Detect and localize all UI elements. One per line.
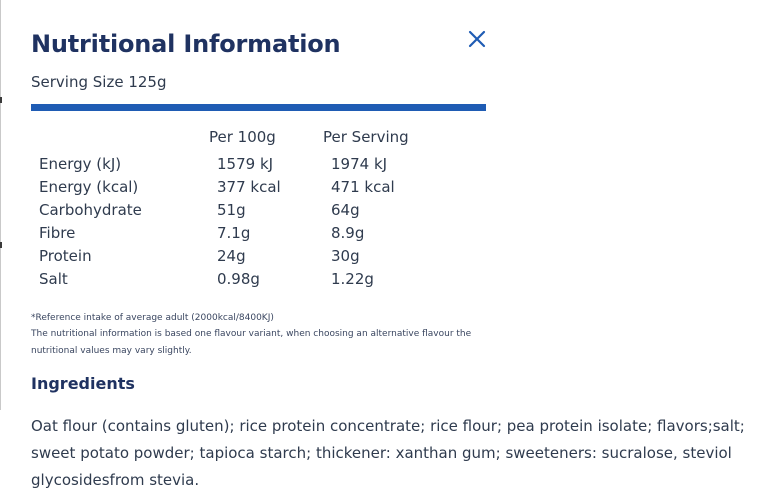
- serving-size: Serving Size 125g: [31, 73, 167, 91]
- table-row: [39, 178, 459, 201]
- per-100g-value: 377 kcal: [217, 178, 281, 196]
- nutrient-name: Salt: [39, 270, 68, 288]
- ingredients-heading: Ingredients: [31, 374, 135, 393]
- per-serving-value: 30g: [331, 247, 360, 265]
- per-serving-value: 1974 kJ: [331, 155, 388, 173]
- modal-title: Nutritional Information: [31, 30, 341, 58]
- nutrient-name: Fibre: [39, 224, 76, 242]
- close-icon: [466, 28, 488, 50]
- nutrient-name: Carbohydrate: [39, 201, 142, 219]
- nutrient-name: Energy (kJ): [39, 155, 122, 173]
- table-row: [39, 201, 459, 224]
- table-row: [39, 270, 459, 293]
- per-100g-value: 7.1g: [217, 224, 251, 242]
- disclaimer-note: nutritional values may vary slightly.: [31, 346, 192, 356]
- table-row: [39, 224, 459, 247]
- per-serving-value: 8.9g: [331, 224, 365, 242]
- divider-marker: [0, 97, 2, 103]
- table-row: [39, 247, 459, 270]
- per-serving-value: 1.22g: [331, 270, 374, 288]
- page-divider: [0, 0, 1, 410]
- per-100g-value: 51g: [217, 201, 246, 219]
- per-serving-value: 471 kcal: [331, 178, 395, 196]
- column-header-per-serving: Per Serving: [323, 128, 409, 146]
- column-header-per-100g: Per 100g: [209, 128, 276, 146]
- per-100g-value: 1579 kJ: [217, 155, 274, 173]
- nutrient-name: Protein: [39, 247, 92, 265]
- per-serving-value: 64g: [331, 201, 360, 219]
- disclaimer-note: The nutritional information is based one flavour variant, when choosing an alternative flavour the: [31, 329, 472, 339]
- nutrient-name: Energy (kcal): [39, 178, 139, 196]
- reference-note: *Reference intake of average adult (2000kcal/8400KJ): [31, 313, 274, 323]
- table-row: [39, 155, 459, 178]
- close-button[interactable]: [466, 28, 488, 50]
- ingredients-text: Oat flour (contains gluten); rice protein concentrate; rice flour; pea protein isolate; flavors;salt; sweet potato powder; tapioca starch; thickener: xanthan gum; sweeteners: sucralose, steviol glycosidesfrom stevia.: [31, 417, 745, 489]
- divider-marker: [0, 242, 2, 248]
- per-100g-value: 24g: [217, 247, 246, 265]
- per-100g-value: 0.98g: [217, 270, 260, 288]
- accent-bar: [31, 104, 486, 111]
